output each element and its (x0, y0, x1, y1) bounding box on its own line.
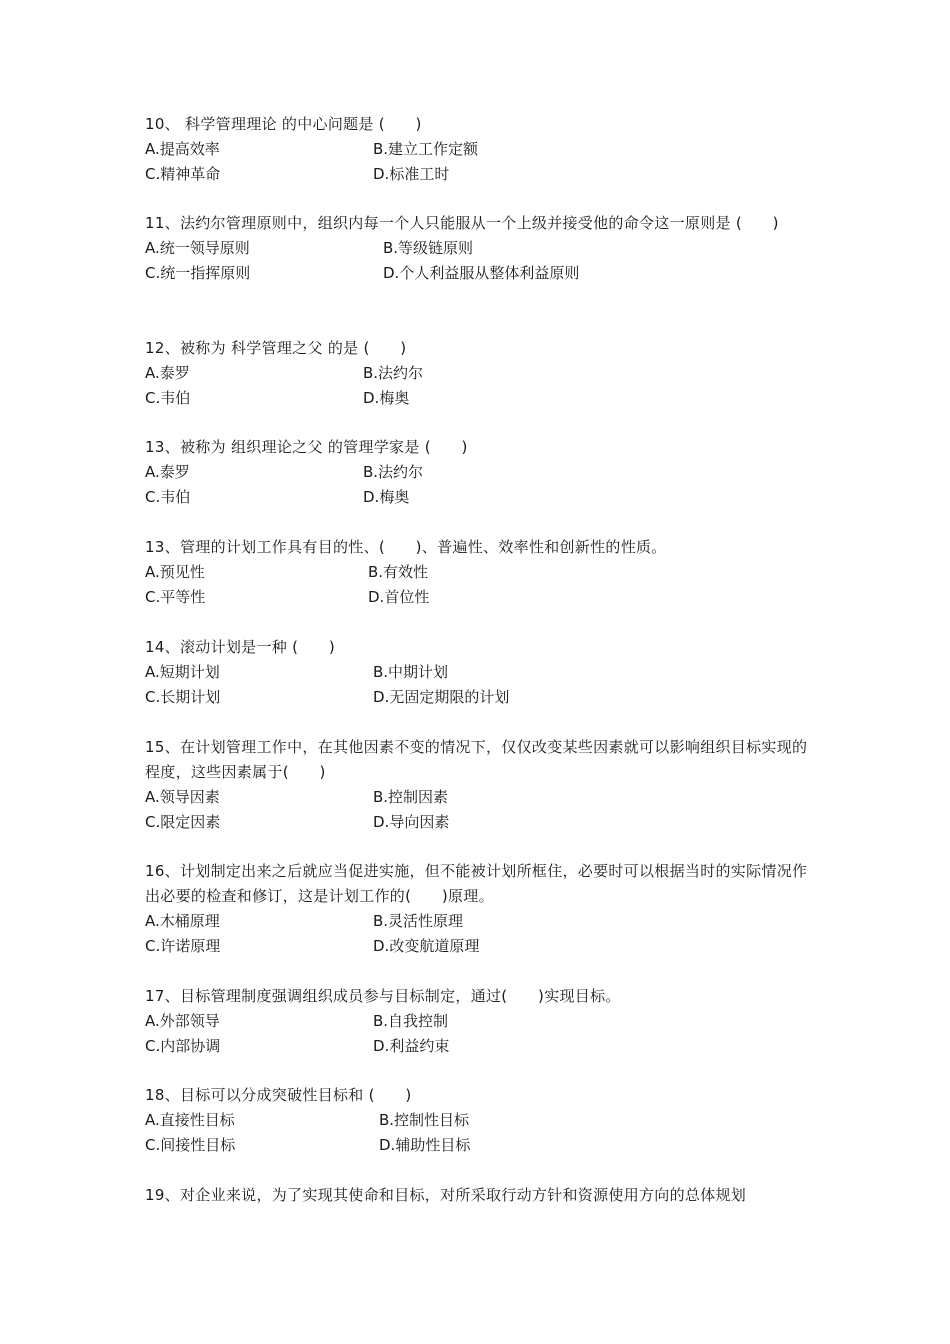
option-d: D.标准工时 (373, 165, 450, 183)
option-d: D.无固定期限的计划 (373, 688, 510, 706)
option-b: B.中期计划 (373, 663, 449, 681)
option-c: C.内部协调 (145, 1037, 221, 1055)
option-row (145, 934, 815, 959)
question-stem: 13、管理的计划工作具有目的性、( )、普遍性、效率性和创新性的性质。 (145, 538, 667, 556)
question-16 (145, 859, 815, 959)
option-row (145, 560, 815, 585)
option-row (145, 236, 815, 261)
option-c: C.韦伯 (145, 488, 191, 506)
option-row (145, 810, 815, 835)
question-stem: 18、目标可以分成突破性目标和 ( ) (145, 1086, 412, 1104)
option-b: B.法约尔 (363, 364, 424, 382)
option-c: C.韦伯 (145, 389, 191, 407)
option-a: A.短期计划 (145, 663, 220, 681)
question-stem: 14、滚动计划是一种 ( ) (145, 638, 336, 656)
option-a: A.直接性目标 (145, 1111, 235, 1129)
option-a: A.提高效率 (145, 140, 220, 158)
option-row (145, 1009, 815, 1034)
option-a: A.木桶原理 (145, 912, 220, 930)
question-14 (145, 635, 815, 710)
option-a: A.外部领导 (145, 1012, 220, 1030)
question-18 (145, 1083, 815, 1158)
option-d: D.梅奥 (363, 389, 410, 407)
option-c: C.间接性目标 (145, 1136, 236, 1154)
option-d: D.个人利益服从整体利益原则 (383, 264, 580, 282)
question-stem: 19、对企业来说，为了实现其使命和目标，对所采取行动方针和资源使用方向的总体规划 (145, 1186, 747, 1204)
option-b: B.控制因素 (373, 788, 449, 806)
question-17 (145, 984, 815, 1059)
option-a: A.泰罗 (145, 463, 190, 481)
option-row (145, 460, 815, 485)
question-stem: 15、在计划管理工作中，在其他因素不变的情况下，仅仅改变某些因素就可以影响组织目标实现的程度，这些因素属于( ) (145, 738, 808, 781)
option-row (145, 685, 815, 710)
option-b: B.自我控制 (373, 1012, 449, 1030)
question-11 (145, 211, 815, 286)
option-b: B.法约尔 (363, 463, 424, 481)
option-b: B.有效性 (368, 563, 429, 581)
option-row (145, 261, 815, 286)
option-row (145, 361, 815, 386)
option-a: A.领导因素 (145, 788, 220, 806)
option-b: B.等级链原则 (383, 239, 474, 257)
option-row (145, 660, 815, 685)
option-a: A.预见性 (145, 563, 205, 581)
option-d: D.梅奥 (363, 488, 410, 506)
option-row (145, 137, 815, 162)
option-row (145, 485, 815, 510)
option-d: D.改变航道原理 (373, 937, 480, 955)
option-d: D.导向因素 (373, 813, 450, 831)
option-row (145, 785, 815, 810)
option-row (145, 1034, 815, 1059)
option-a: A.统一领导原则 (145, 239, 250, 257)
option-c: C.许诺原理 (145, 937, 221, 955)
option-row (145, 909, 815, 934)
option-d: D.辅助性目标 (379, 1136, 471, 1154)
question-10 (145, 112, 815, 187)
option-row (145, 162, 815, 187)
option-c: C.平等性 (145, 588, 206, 606)
option-d: D.首位性 (368, 588, 430, 606)
question-stem: 12、被称为 科学管理之父 的是 ( ) (145, 339, 407, 357)
option-row (145, 1108, 815, 1133)
question-12 (145, 336, 815, 411)
option-b: B.控制性目标 (379, 1111, 470, 1129)
option-c: C.限定因素 (145, 813, 221, 831)
option-b: B.建立工作定额 (373, 140, 479, 158)
option-d: D.利益约束 (373, 1037, 450, 1055)
question-stem: 13、被称为 组织理论之父 的管理学家是 ( ) (145, 438, 468, 456)
question-19 (145, 1183, 815, 1208)
question-stem: 17、目标管理制度强调组织成员参与目标制定，通过( )实现目标。 (145, 987, 621, 1005)
question-stem: 10、 科学管理理论 的中心问题是 ( ) (145, 115, 422, 133)
question-13a (145, 435, 815, 510)
question-15 (145, 735, 815, 835)
question-stem: 11、法约尔管理原则中，组织内每一个人只能服从一个上级并接受他的命令这一原则是 ( ) (145, 214, 779, 232)
option-b: B.灵活性原理 (373, 912, 464, 930)
question-stem: 16、计划制定出来之后就应当促进实施，但不能被计划所框住，必要时可以根据当时的实际情况作出必要的检查和修订，这是计划工作的( )原理。 (145, 862, 808, 905)
option-c: C.统一指挥原则 (145, 264, 251, 282)
option-row (145, 1133, 815, 1158)
option-a: A.泰罗 (145, 364, 190, 382)
question-13b (145, 535, 815, 610)
option-row (145, 585, 815, 610)
option-c: C.精神革命 (145, 165, 221, 183)
option-row (145, 386, 815, 411)
option-c: C.长期计划 (145, 688, 221, 706)
